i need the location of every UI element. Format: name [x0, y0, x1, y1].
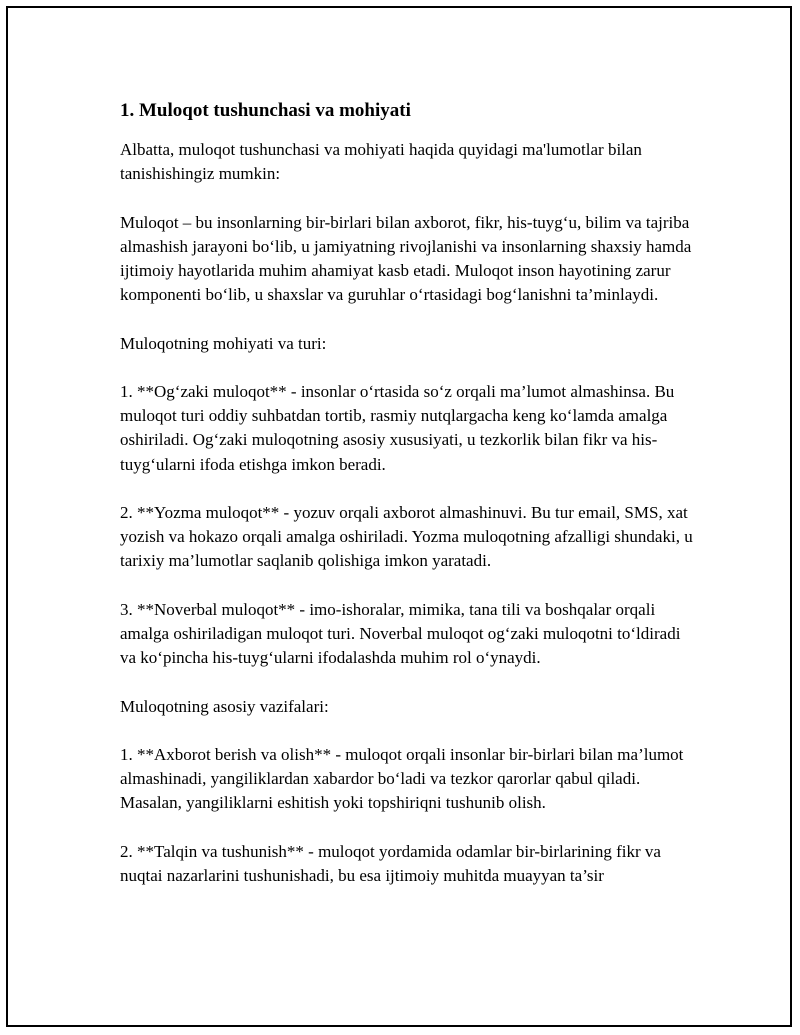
functions-intro-paragraph: Muloqotning asosiy vazifalari: [120, 696, 329, 716]
document-page [6, 6, 792, 1027]
type-oral-paragraph: 1. **Og‘zaki muloqot** - insonlar o‘rtasida so‘z orqali ma’lumot almashinsa. Bu muloqot turi oddiy suhbatdan tortib, rasmiy nutqlargacha keng ko‘lamda amalga oshiriladi. Og‘zaki muloqotning asosiy xususiyati, u tezkorlik bilan fikr va his-tuyg‘ularni ifoda etishga imkon beradi. [120, 381, 675, 474]
section-heading: 1. Muloqot tushunchasi va mohiyati [120, 100, 411, 121]
function-information-paragraph: 1. **Axborot berish va olish** - muloqot orqali insonlar bir-birlari bilan ma’lumot almashinadi, yangiliklardan xabardor bo‘ladi va tezkor qarorlar qabul qiladi. Masalan, yangiliklarni eshitish yoki topshiriqni tushunib olish. [120, 744, 684, 813]
type-written-paragraph: 2. **Yozma muloqot** - yozuv orqali axborot almashinuvi. Bu tur email, SMS, xat yozish va hokazo orqali amalga oshiriladi. Yozma muloqotning afzalligi shundaki, u tarixiy ma’lumotlar saqlanib qolishiga imkon yaratadi. [120, 502, 693, 571]
document-body [120, 98, 700, 912]
type-nonverbal-paragraph: 3. **Noverbal muloqot** - imo-ishoralar, mimika, tana tili va boshqalar orqali amalga oshiriladigan muloqot turi. Noverbal muloqot og‘zaki muloqotni to‘ldiradi va ko‘pincha his-tuyg‘ularni ifodalashda muhim rol o‘ynaydi. [120, 599, 681, 668]
definition-paragraph: Muloqot – bu insonlarning bir-birlari bilan axborot, fikr, his-tuyg‘u, bilim va tajriba almashish jarayoni bo‘lib, u jamiyatning rivojlanishi va insonlarning shaxsiy hamda ijtimoiy hayotlarida muhim ahamiyat kasb etadi. Muloqot inson hayotining zarur komponenti bo‘lib, u shaxslar va guruhlar o‘rtasidagi bog‘lanishni ta’minlaydi. [120, 212, 692, 305]
types-intro-paragraph: Muloqotning mohiyati va turi: [120, 333, 327, 353]
intro-paragraph: Albatta, muloqot tushunchasi va mohiyati haqida quyidagi ma'lumotlar bilan tanishishingiz mumkin: [120, 140, 642, 184]
function-interpretation-paragraph: 2. **Talqin va tushunish** - muloqot yordamida odamlar bir-birlarining fikr va nuqtai nazarlarini tushunishadi, bu esa ijtimoiy muhitda muayyan ta’sir [120, 841, 661, 885]
